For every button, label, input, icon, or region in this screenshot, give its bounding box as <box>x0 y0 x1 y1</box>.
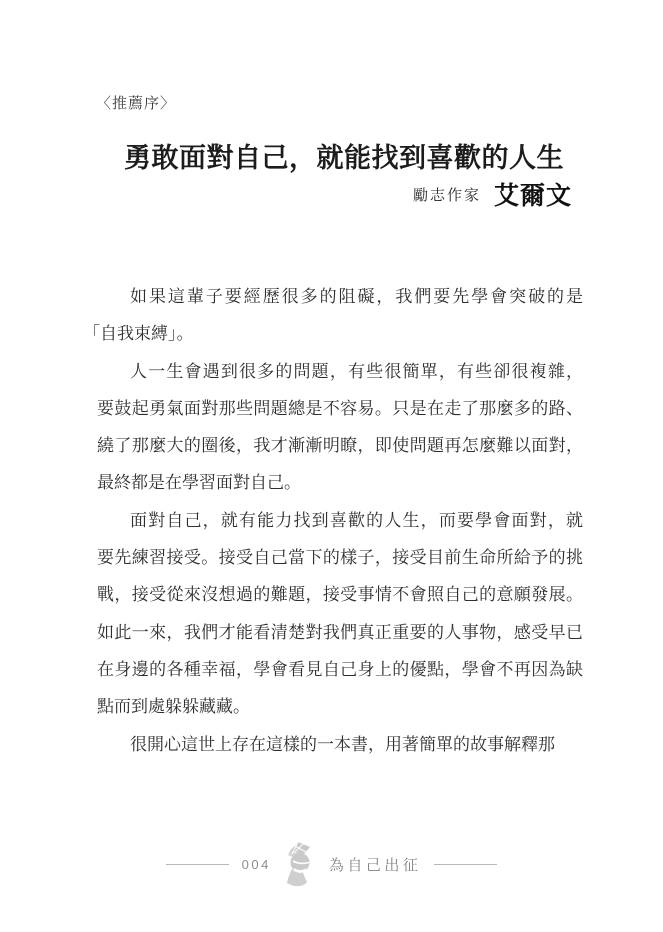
body-line: 要鼓起勇氣面對那些問題總是不容易。只是在走了那麼多的路、 <box>97 398 583 418</box>
body-line: 點而到處躲躲藏藏。 <box>97 697 250 717</box>
body-line: 戰，接受從來沒想過的難題，接受事情不會照自己的意願發展。 <box>97 585 583 605</box>
body-line: 面對自己，就有能力找到喜歡的人生，而要學會面對，就 <box>130 510 583 530</box>
body-line: 人一生會遇到很多的問題，有些很簡單，有些卻很複雜， <box>130 361 583 381</box>
body-line: 要先練習接受。接受自己當下的樣子，接受目前生命所給予的挑 <box>97 548 583 568</box>
body-line: 很開心這世上存在這樣的一本書，用著簡單的故事解釋那 <box>130 734 555 754</box>
knight-helmet-icon <box>284 841 316 887</box>
footer-rule-left <box>166 864 229 865</box>
body-text <box>83 278 583 763</box>
page-footer <box>0 840 663 888</box>
footer-book-title: 為自己出征 <box>328 856 422 874</box>
author-row <box>413 176 572 212</box>
section-label: 〈推薦序〉 <box>96 95 177 112</box>
body-line: 繞了那麼大的圈後，我才漸漸明瞭，即使問題再怎麼難以面對， <box>97 436 583 456</box>
footer-rule-right <box>434 864 497 865</box>
body-line: 最終都是在學習面對自己。 <box>97 473 301 493</box>
body-line: 「自我束縛」。 <box>83 324 194 344</box>
author-role: 勵志作家 <box>412 187 481 204</box>
page-number: 004 <box>241 856 271 872</box>
body-line: 在身邊的各種幸福，學會看見自己身上的優點，學會不再因為缺 <box>97 659 583 679</box>
body-line: 如果這輩子要經歷很多的阻礙，我們要先學會突破的是 <box>130 287 583 306</box>
body-line: 如此一來，我們才能看清楚對我們真正重要的人事物，感受早已 <box>97 622 583 642</box>
page-title: 勇敢面對自己，就能找到喜歡的人生 <box>124 143 564 173</box>
author-name: 艾爾文 <box>493 183 572 210</box>
